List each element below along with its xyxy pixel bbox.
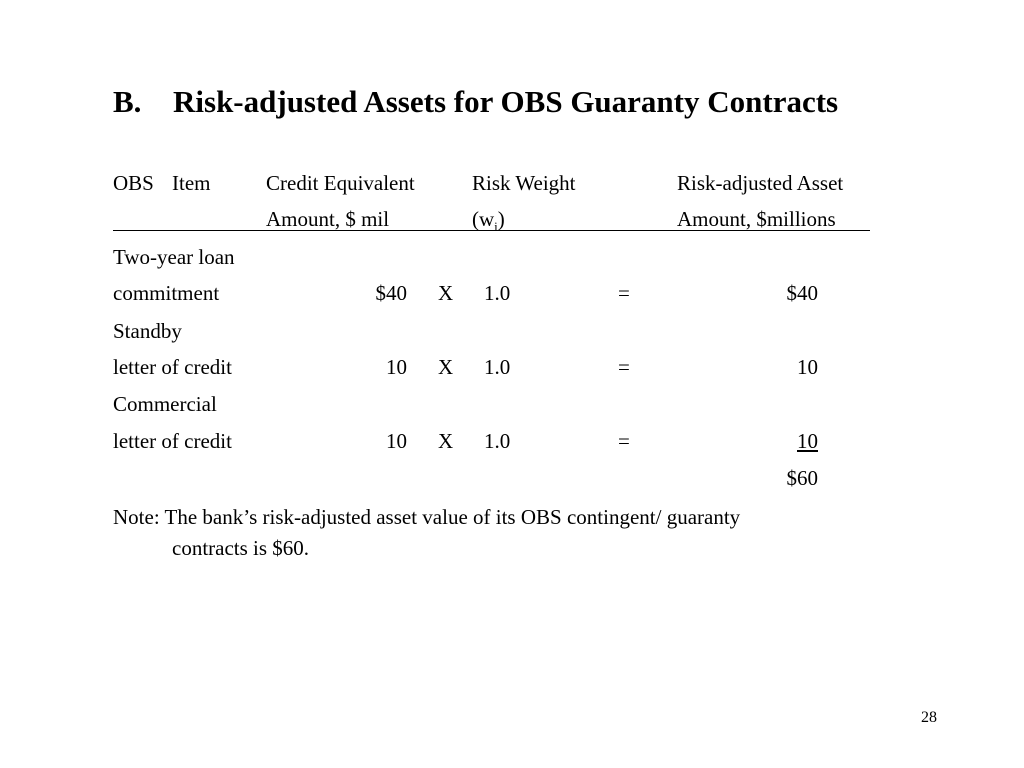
table-row	[0, 352, 1024, 382]
risk-weight-value: 1.0	[484, 281, 511, 305]
equals-sign: =	[618, 355, 630, 379]
item-label: Standby	[113, 319, 182, 343]
table-row	[0, 278, 1024, 308]
risk-adjusted-amount: 10	[797, 429, 818, 453]
table-header-row-1	[0, 168, 1024, 198]
table-row	[0, 242, 1024, 272]
credit-amount: 10	[386, 355, 407, 379]
header-credit-equivalent: Credit Equivalent	[266, 171, 415, 195]
weight-close: )	[497, 207, 505, 231]
title-text: Risk-adjusted Assets for OBS Guaranty Contracts	[173, 84, 839, 119]
weight-subscript: i	[494, 219, 498, 235]
item-label: letter of credit	[113, 355, 232, 379]
credit-amount: 10	[386, 429, 407, 453]
page-number: 28	[921, 709, 937, 726]
note-line-1: Note: The bank’s risk-adjusted asset value of its OBS contingent/ guaranty	[113, 505, 741, 529]
equals-sign: =	[618, 281, 630, 305]
slide-title	[113, 84, 838, 120]
table-row	[0, 389, 1024, 419]
item-label: commitment	[113, 281, 220, 305]
risk-adjusted-amount: 10	[797, 355, 818, 379]
multiply-sign: X	[438, 429, 454, 453]
total-amount: $60	[786, 466, 818, 490]
item-label: Commercial	[113, 392, 217, 416]
header-weight-symbol	[472, 204, 505, 242]
credit-amount: $40	[375, 281, 407, 305]
section-marker: B.	[113, 84, 142, 119]
note	[113, 502, 893, 564]
item-label: Two-year loan	[113, 245, 235, 269]
weight-open: (w	[472, 207, 495, 231]
multiply-sign: X	[438, 355, 454, 379]
risk-adjusted-amount: $40	[786, 281, 818, 305]
header-divider	[113, 230, 870, 231]
item-label: letter of credit	[113, 429, 232, 453]
risk-weight-value: 1.0	[484, 355, 511, 379]
multiply-sign: X	[438, 281, 454, 305]
total-row	[0, 463, 1024, 493]
risk-weight-value: 1.0	[484, 429, 511, 453]
header-credit-amount: Amount, $ mil	[266, 207, 390, 231]
note-line-2: contracts is $60.	[172, 536, 310, 560]
header-item: Item	[172, 171, 211, 195]
header-asset-amount: Amount, $millions	[677, 207, 836, 231]
equals-sign: =	[618, 429, 630, 453]
header-risk-weight: Risk Weight	[472, 171, 576, 195]
header-obs: OBS	[113, 171, 154, 195]
table-row	[0, 316, 1024, 346]
header-risk-adjusted-asset: Risk-adjusted Asset	[677, 171, 844, 195]
table-row	[0, 426, 1024, 456]
